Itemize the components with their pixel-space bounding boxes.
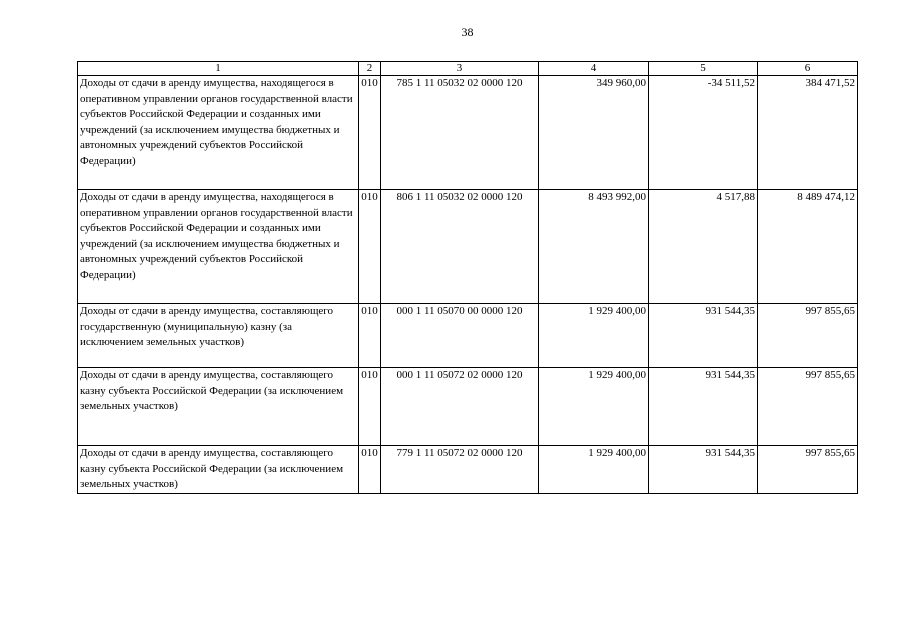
table-row — [78, 76, 858, 190]
row-col6-value: 997 855,65 — [758, 304, 858, 368]
header-col-1: 1 — [78, 62, 359, 76]
row-col5-value: 931 544,35 — [649, 446, 758, 494]
row-col4-value: 349 960,00 — [539, 76, 649, 190]
row-line-code: 010 — [359, 368, 381, 446]
row-col5-value: 931 544,35 — [649, 304, 758, 368]
row-col6-value: 997 855,65 — [758, 368, 858, 446]
row-classification-code: 785 1 11 05032 02 0000 120 — [381, 76, 539, 190]
row-classification-code: 000 1 11 05070 00 0000 120 — [381, 304, 539, 368]
row-name: Доходы от сдачи в аренду имущества, составляющего казну субъекта Российской Федерации (за исключением земельных участков) — [78, 446, 359, 494]
table-row — [78, 446, 858, 494]
table-row — [78, 368, 858, 446]
row-col6-value: 997 855,65 — [758, 446, 858, 494]
row-classification-code: 000 1 11 05072 02 0000 120 — [381, 368, 539, 446]
row-col5-value: 4 517,88 — [649, 190, 758, 304]
row-col4-value: 1 929 400,00 — [539, 446, 649, 494]
row-line-code: 010 — [359, 446, 381, 494]
header-col-3: 3 — [381, 62, 539, 76]
row-line-code: 010 — [359, 76, 381, 190]
row-name: Доходы от сдачи в аренду имущества, составляющего государственную (муниципальную) казну (за исключением земельных участков) — [78, 304, 359, 368]
row-classification-code: 806 1 11 05032 02 0000 120 — [381, 190, 539, 304]
row-col5-value: -34 511,52 — [649, 76, 758, 190]
header-col-6: 6 — [758, 62, 858, 76]
report-table — [77, 61, 858, 494]
row-col6-value: 8 489 474,12 — [758, 190, 858, 304]
row-col4-value: 1 929 400,00 — [539, 304, 649, 368]
header-row — [78, 62, 858, 76]
row-col4-value: 8 493 992,00 — [539, 190, 649, 304]
row-col5-value: 931 544,35 — [649, 368, 758, 446]
row-col4-value: 1 929 400,00 — [539, 368, 649, 446]
page-number: 38 — [461, 25, 474, 39]
header-col-5: 5 — [649, 62, 758, 76]
table-row — [78, 304, 858, 368]
header-col-4: 4 — [539, 62, 649, 76]
row-classification-code: 779 1 11 05072 02 0000 120 — [381, 446, 539, 494]
row-col6-value: 384 471,52 — [758, 76, 858, 190]
row-line-code: 010 — [359, 304, 381, 368]
table-row — [78, 190, 858, 304]
row-line-code: 010 — [359, 190, 381, 304]
row-name: Доходы от сдачи в аренду имущества, находящегося в оперативном управлении органов государственной власти субъектов Российской Федерации и созданных ими учреждений (за исключением имущества бюджетных и автономных учреждений субъектов Российской Федерации) — [78, 76, 359, 190]
row-name: Доходы от сдачи в аренду имущества, находящегося в оперативном управлении органов государственной власти субъектов Российской Федерации и созданных ими учреждений (за исключением имущества бюджетных и автономных учреждений субъектов Российской Федерации) — [78, 190, 359, 304]
row-name: Доходы от сдачи в аренду имущества, составляющего казну субъекта Российской Федерации (за исключением земельных участков) — [78, 368, 359, 446]
header-col-2: 2 — [359, 62, 381, 76]
